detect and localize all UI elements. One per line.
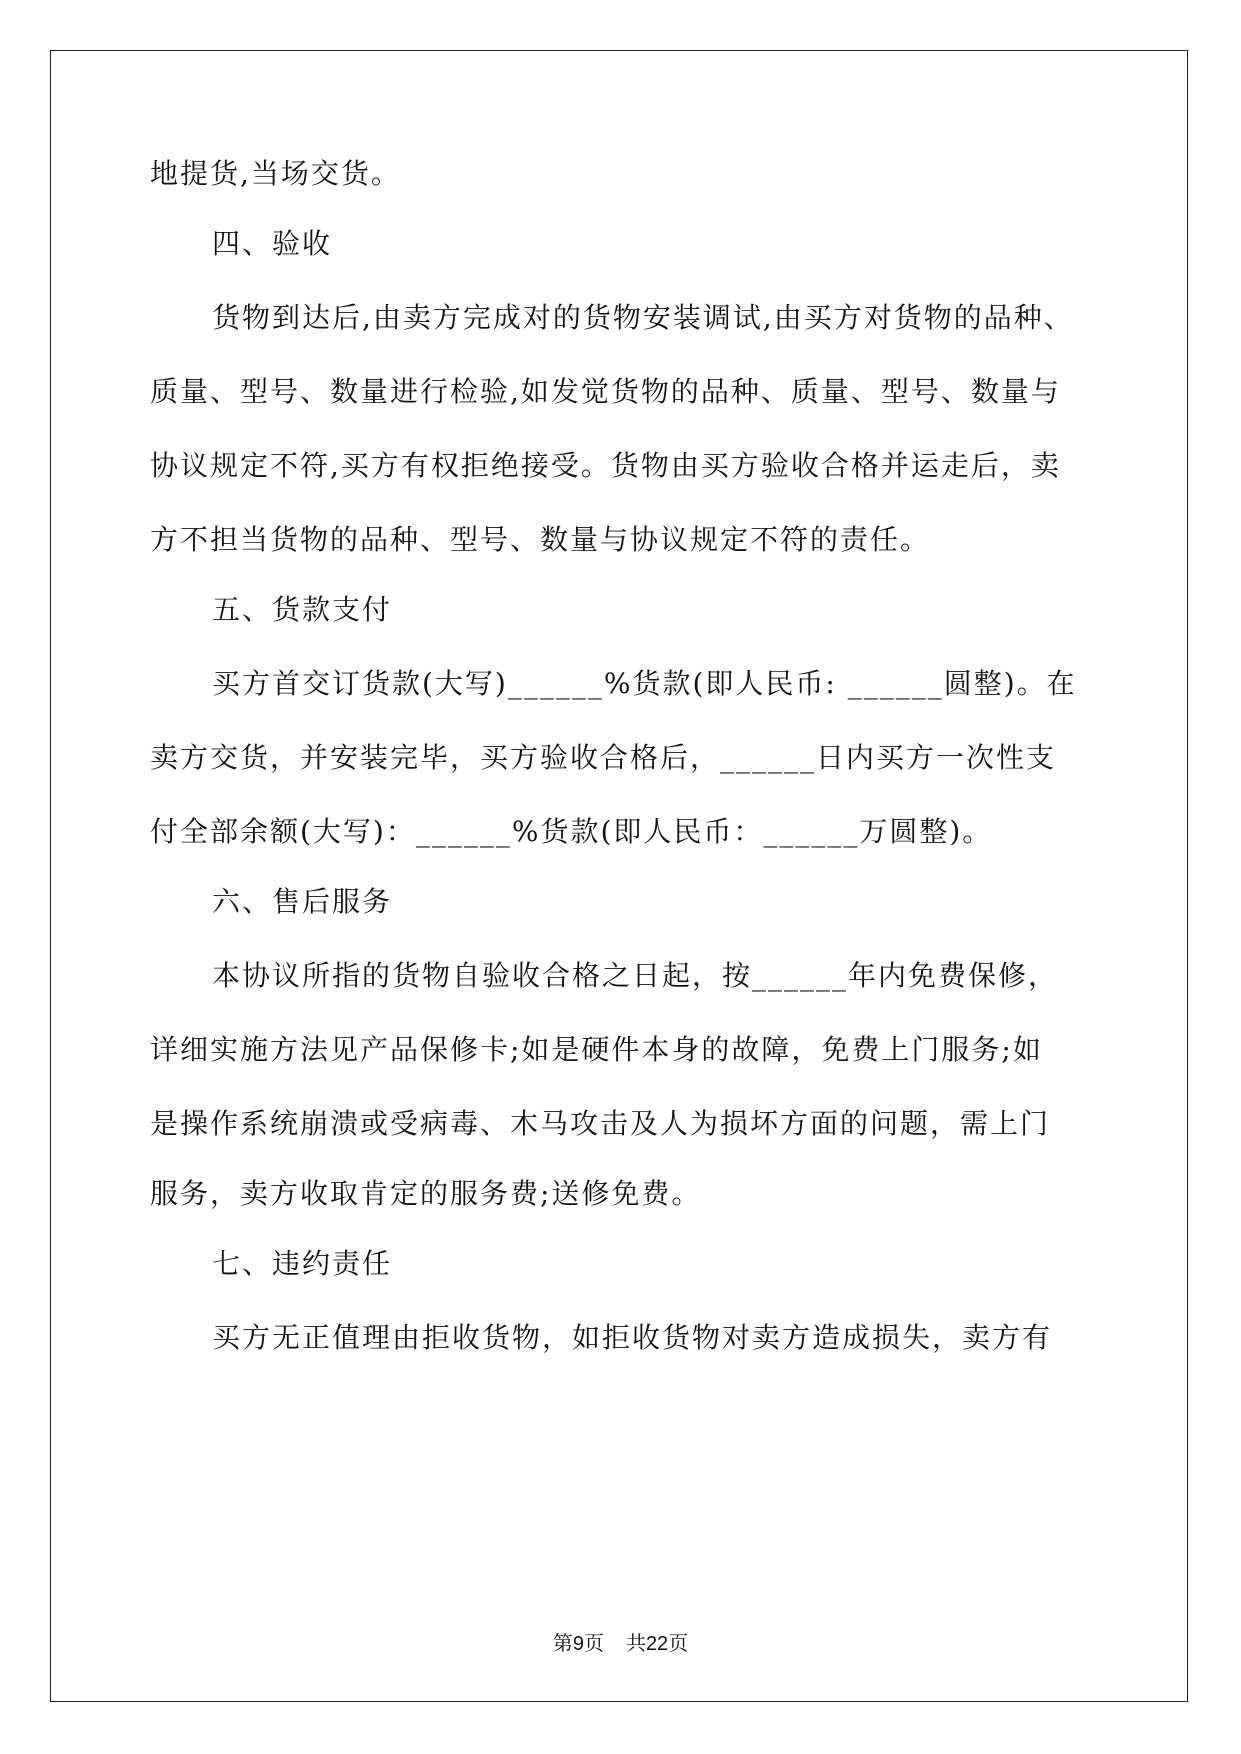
section-heading-payment: 五、货款支付: [212, 593, 393, 626]
page-number: 9: [572, 1633, 584, 1655]
footer-page-prefix: 第: [552, 1633, 573, 1655]
text-line: 协议规定不符,买方有权拒绝接受。货物由买方验收合格并运走后，卖: [150, 449, 1061, 482]
text-line: 本协议所指的货物自验收合格之日起，按______年内免费保修，: [212, 959, 1059, 992]
text-line: 质量、型号、数量进行检验,如发觉货物的品种、质量、型号、数量与: [150, 375, 1061, 408]
text-line: 付全部余额(大写)：______%货款(即人民币：______万圆整)。: [150, 815, 993, 848]
footer-total-unit: 页: [668, 1633, 689, 1655]
text-line: 方不担当货物的品种、型号、数量与协议规定不符的责任。: [150, 523, 931, 556]
text-line: 是操作系统崩溃或受病毒、木马攻击及人为损坏方面的问题，需上门: [150, 1107, 1051, 1140]
section-heading-after-sales: 六、售后服务: [212, 885, 393, 918]
text-line: 详细实施方法见产品保修卡;如是硬件本身的故障，免费上门服务;如: [150, 1033, 1043, 1066]
section-heading-acceptance: 四、验收: [212, 227, 333, 260]
text-line: 服务，卖方收取肯定的服务费;送修免费。: [150, 1177, 702, 1210]
text-line: 卖方交货，并安装完毕，买方验收合格后，______日内买方一次性支: [150, 741, 1057, 774]
total-pages: 22: [645, 1633, 669, 1655]
footer-total-prefix: 共: [625, 1633, 646, 1655]
text-line: 地提货,当场交货。: [150, 157, 401, 190]
page-footer: [0, 1632, 1241, 1656]
text-line: 货物到达后,由卖方完成对的货物安装调试,由买方对货物的品种、: [212, 301, 1074, 334]
text-line: 买方首交订货款(大写)______%货款(即人民币: ______圆整)。在: [212, 667, 1077, 700]
text-line: 买方无正值理由拒收货物，如拒收货物对卖方造成损失，卖方有: [212, 1321, 1053, 1354]
footer-page-unit: 页: [583, 1633, 604, 1655]
section-heading-liability: 七、违约责任: [212, 1247, 393, 1280]
